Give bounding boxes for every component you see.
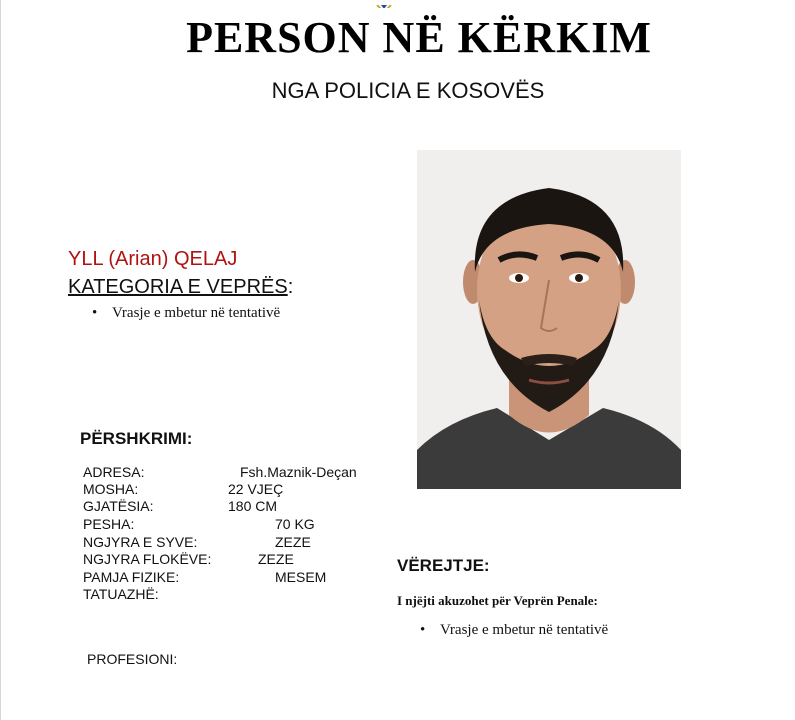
- suspect-photo: [417, 150, 681, 489]
- profession-label: PROFESIONI:: [87, 651, 178, 667]
- weight-value: 70 KG: [275, 516, 315, 532]
- police-emblem-icon: [373, 0, 395, 8]
- notes-heading: VËREJTJE:: [397, 556, 490, 575]
- height-value: 180 CM: [228, 498, 278, 514]
- age-value: 22 VJEÇ: [228, 481, 284, 497]
- suspect-name: YLL (Arian) QELAJ: [68, 248, 238, 270]
- offense-category-text: KATEGORIA E VEPRËS: [68, 276, 288, 298]
- page-subtitle: NGA POLICIA E KOSOVËS: [271, 78, 545, 103]
- offense-list-item: [92, 305, 280, 322]
- hair-color-label: NGJYRA FLOKËVE:: [83, 551, 212, 567]
- notes-subheading: I njëjti akuzohet për Veprën Penale:: [397, 593, 598, 608]
- address-label: ADRESA:: [83, 464, 145, 480]
- bullet-icon: •: [420, 622, 426, 638]
- hair-color-value: ZEZE: [258, 551, 294, 567]
- page-title: PERSON NË KËRKIM: [186, 13, 652, 62]
- offense-text: Vrasje e mbetur në tentativë: [112, 305, 281, 321]
- page-edge-line: [0, 0, 1, 720]
- tattoo-label: TATUAZHË:: [83, 586, 159, 602]
- build-label: PAMJA FIZIKE:: [83, 569, 180, 585]
- height-label: GJATËSIA:: [83, 498, 154, 514]
- age-label: MOSHA:: [83, 481, 139, 497]
- description-heading: PËRSHKRIMI:: [80, 429, 193, 448]
- weight-label: PESHA:: [83, 516, 135, 532]
- build-value: MESEM: [275, 569, 327, 585]
- notes-offense-text: Vrasje e mbetur në tentativë: [440, 622, 609, 638]
- notes-offense-item: [420, 622, 608, 639]
- offense-category-colon: :: [287, 276, 294, 298]
- address-value: Fsh.Maznik-Deçan: [240, 464, 357, 480]
- bullet-icon: •: [92, 305, 98, 321]
- offense-category-label: [68, 276, 293, 299]
- eye-color-value: ZEZE: [275, 534, 311, 550]
- eye-color-label: NGJYRA E SYVE:: [83, 534, 198, 550]
